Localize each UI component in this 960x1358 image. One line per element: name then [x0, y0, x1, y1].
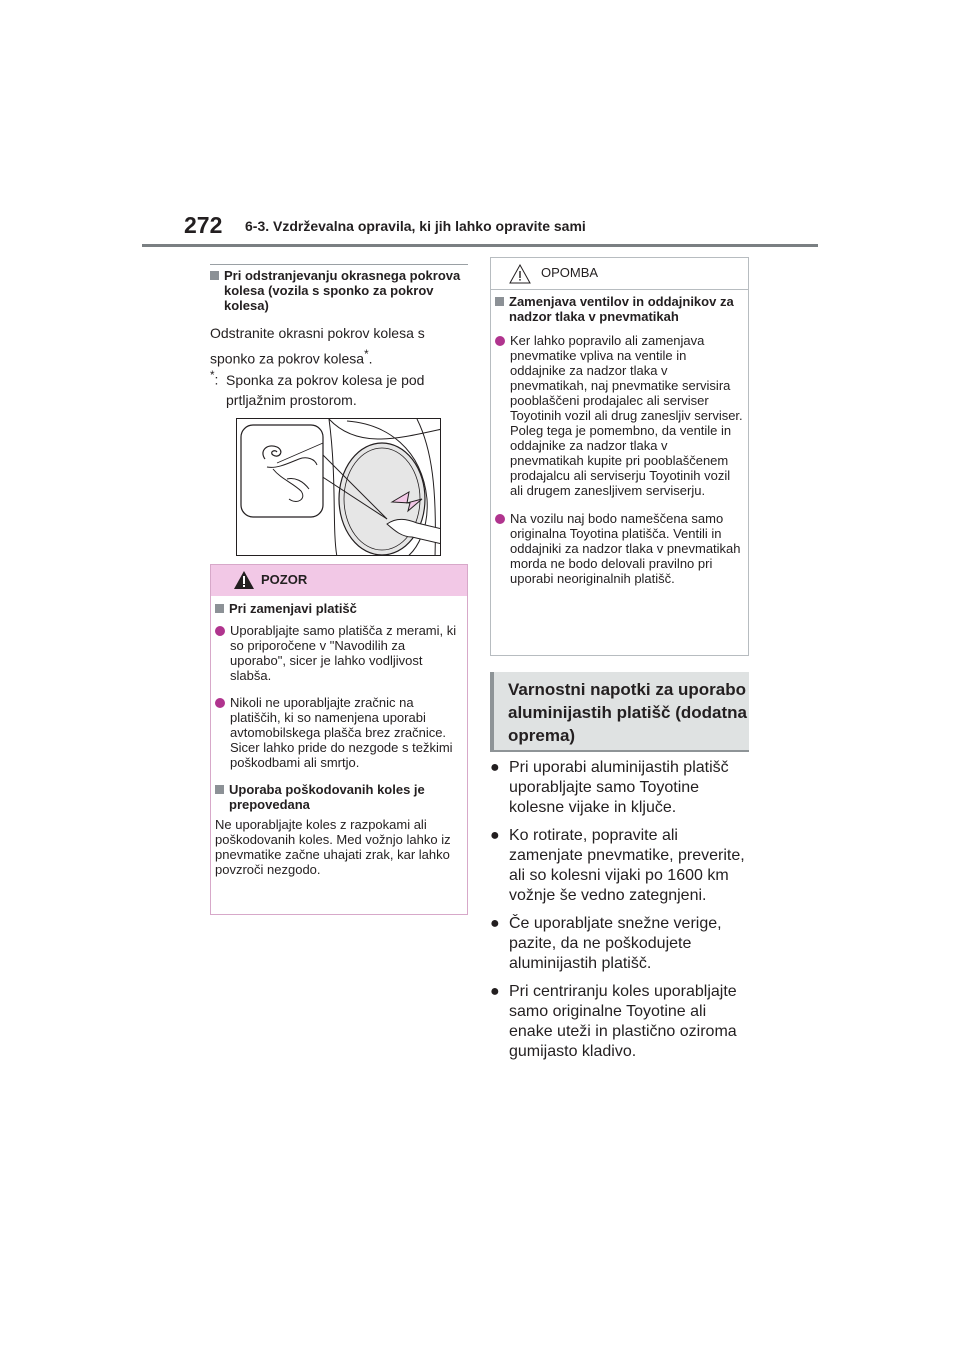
caution-heading-damaged: [215, 782, 463, 812]
bullet-dot-icon: ●: [490, 827, 500, 844]
list-item: [490, 758, 750, 818]
round-bullet-icon: [215, 626, 225, 636]
caution-item-text: Uporabljajte samo platišča z merami, ki so priporočene v "Navodilih za uporabo", sicer je lahko vodljivost slabša.: [230, 623, 457, 683]
caution-heading-rims-text: Pri zamenjavi platišč: [229, 601, 357, 616]
round-bullet-icon: [215, 698, 225, 708]
caution-damaged-text: Ne uporabljajte koles z razpokami ali poškodovanih koles. Med vožnjo lahko iz pnevmatike začne uhajati zrak, kar lahko povzroči nezgodo.: [215, 817, 451, 877]
notice-heading: [495, 294, 743, 324]
chapter-title: 6-3. Vzdrževalna opravila, ki jih lahko opravite sami: [245, 218, 586, 234]
bullet-dot-icon: ●: [490, 915, 500, 932]
safety-list: [490, 758, 750, 1070]
notice-box: [490, 257, 749, 656]
list-item: [490, 982, 750, 1062]
page-number: 272: [184, 212, 223, 238]
list-item: [490, 826, 750, 906]
notice-title: OPOMBA: [541, 265, 599, 280]
caution-item: [215, 695, 463, 770]
list-item-text: Ko rotirate, popravite ali zamenjate pnevmatike, preverite, ali so kolesni vijaki po 1600 km vožnje še vedno zategnjeni.: [509, 827, 745, 904]
notice-item-text: Ker lahko popravilo ali zamenjava pnevmatike vpliva na ventile in oddajnike za nadzor tlaka v pnevmatikah, naj pnevmatike servisira pooblaščeni prodajalec ali serviser Toyotinih vozil ali drug zanesljiv serviser. Poleg tega je pomembno, da ventile in oddajnike za nadzor tlaka v pnevmatikah kupite pri pooblaščenem prodajalcu ali serviserju Toyotinih vozil ali drugem zanesljivem serviserju.: [510, 333, 743, 498]
section-heading: [210, 268, 468, 313]
caution-heading-rims: [215, 601, 463, 616]
instruction-end: .: [368, 350, 373, 367]
warning-triangle-icon: [233, 570, 255, 590]
square-bullet-icon: [215, 785, 224, 794]
notice-header: [491, 258, 748, 290]
instruction-main: Odstranite okrasni pokrov kolesa s sponko za pokrov kolesa: [210, 325, 425, 367]
section-title: Varnostni napotki za uporabo aluminijastih platišč (dodatna oprema): [508, 680, 747, 745]
caution-header: [211, 565, 467, 596]
section-title-divider: [490, 750, 749, 752]
section-divider: [210, 264, 468, 265]
caution-item: [215, 623, 463, 683]
square-bullet-icon: [495, 297, 504, 306]
caution-box: [210, 564, 468, 915]
round-bullet-icon: [495, 514, 505, 524]
list-item-text: Če uporabljate snežne verige, pazite, da ne poškodujete aluminijastih platišč.: [509, 915, 722, 972]
section-heading-text: Pri odstranjevanju okrasnega pokrova kolesa (vozila s sponko za pokrov kolesa): [224, 268, 461, 313]
wheel-cover-illustration: [236, 418, 441, 556]
instruction-text: [210, 322, 468, 370]
notice-item: [495, 333, 743, 498]
footnote-colon: :: [214, 371, 219, 388]
list-item: [490, 914, 750, 974]
footnote-mark: *: [210, 369, 215, 382]
caution-item-text-part2: Sicer lahko pride do nezgode s težkimi poškodbami ali smrtjo.: [230, 740, 453, 770]
square-bullet-icon: [215, 604, 224, 613]
caution-heading-damaged-text: Uporaba poškodovanih koles je prepovedana: [229, 782, 425, 812]
notice-item: [495, 511, 743, 586]
footnote-text: Sponka za pokrov kolesa je pod prtljažnim prostorom.: [226, 371, 425, 408]
bullet-dot-icon: ●: [490, 983, 500, 1000]
square-bullet-icon: [210, 271, 219, 280]
caution-item-text-part1: Nikoli ne uporabljajte zračnic na platiščih, ki so namenjena uporabi avtomobilskega plašča brez zračnice.: [230, 695, 447, 740]
header-divider: [142, 244, 818, 247]
notice-item-text: Na vozilu naj bodo nameščena samo originalna Toyotina platišča. Ventili in oddajniki za nadzor tlaka v pnevmatikah morda ne bodo delovali pravilno pri uporabi neoriginalnih platišč.: [510, 511, 741, 586]
wheel-cover-drawing: [237, 419, 441, 556]
caution-item-text: [230, 695, 463, 770]
section-title-box: [490, 672, 749, 750]
footnote-ref: *: [364, 348, 369, 361]
footnote: [210, 366, 468, 410]
round-bullet-icon: [495, 336, 505, 346]
bullet-dot-icon: ●: [490, 759, 500, 776]
warning-outline-icon: [509, 264, 531, 284]
list-item-text: Pri uporabi aluminijastih platišč uporabljajte samo Toyotine kolesne vijake in ključe.: [509, 759, 729, 816]
notice-heading-text: Zamenjava ventilov in oddajnikov za nadzor tlaka v pnevmatikah: [509, 294, 734, 324]
caution-title: POZOR: [261, 572, 308, 587]
list-item-text: Pri centriranju koles uporabljajte samo originalne Toyotine ali enake uteži in plastično oziroma gumijasto kladivo.: [509, 983, 737, 1060]
